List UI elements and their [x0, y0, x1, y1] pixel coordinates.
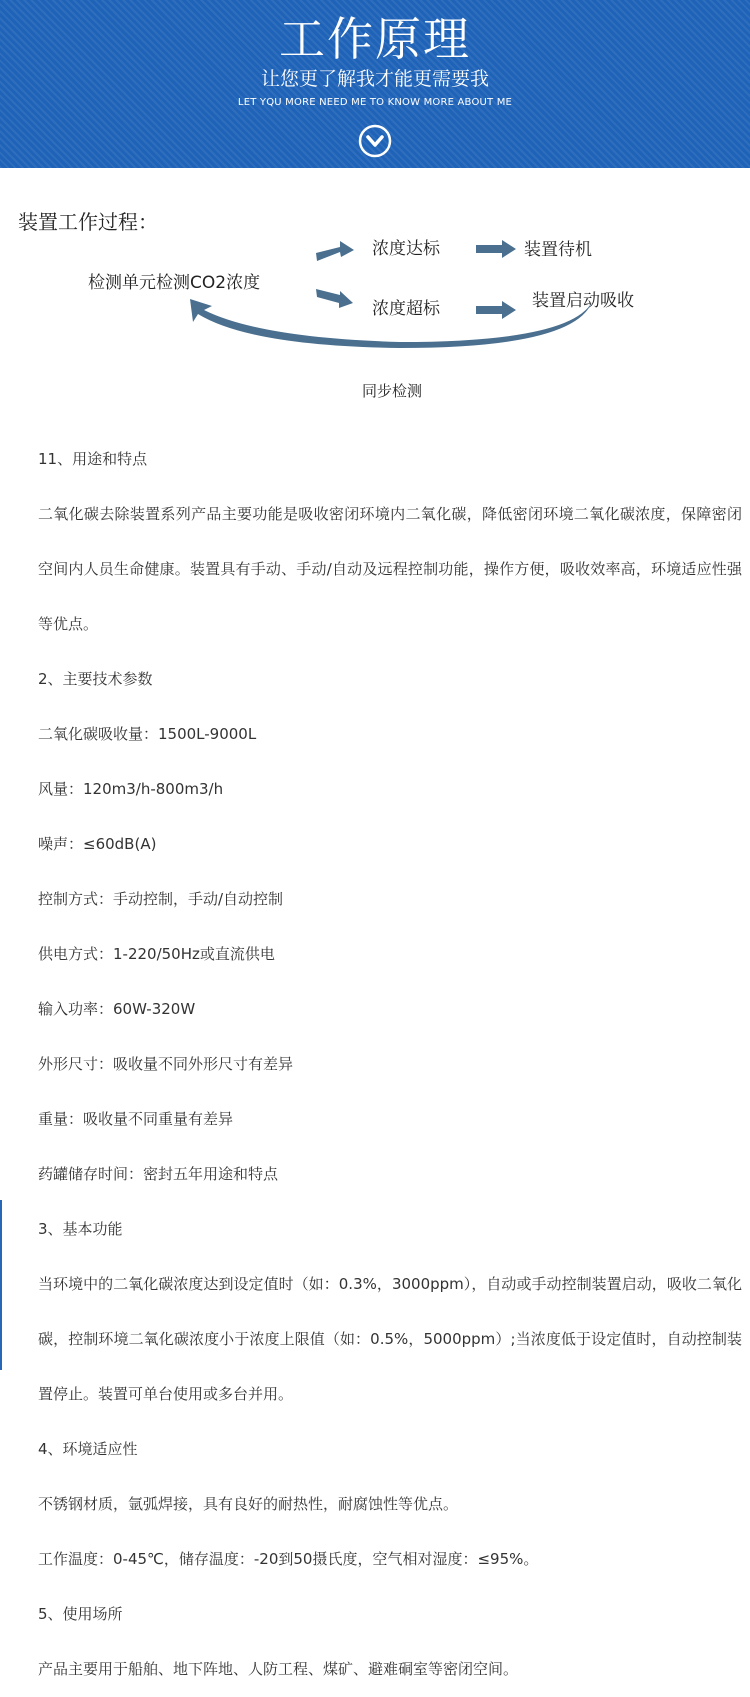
params-heading: 2、主要技术参数	[38, 670, 153, 688]
left-accent-line	[0, 1200, 2, 1370]
diagram-branch-ok: 浓度达标	[372, 239, 440, 259]
environment-material: 不锈钢材质，氩弧焊接，具有良好的耐热性，耐腐蚀性等优点。	[38, 1495, 459, 1513]
param-noise: 噪声：≤60dB(A)	[38, 835, 157, 853]
arrow-right-ok	[476, 240, 516, 258]
param-control-mode: 控制方式：手动控制，手动/自动控制	[38, 890, 284, 908]
process-diagram	[0, 196, 750, 412]
param-airflow: 风量：120m3/h-800m3/h	[38, 780, 224, 798]
usage-places-heading: 5、使用场所	[38, 1605, 123, 1623]
param-co2-capacity: 二氧化碳吸收量：1500L-9000L	[38, 725, 257, 743]
diagram-loop-label: 同步检测	[362, 382, 423, 400]
function-paragraph: 当环境中的二氧化碳浓度达到设定值时（如：0.3%，3000ppm），自动或手动控制装置启动，吸收二氧化碳，控制环境二氧化碳浓度小于浓度上限值（如：0.5%，5000ppm）;当浓度低于设定值时，自动控制装置停止。装置可单台使用或多台并用。	[38, 1275, 742, 1403]
param-storage-time: 药罐储存时间：密封五年用途和特点	[38, 1165, 279, 1183]
header-subtitle-en: LET YQU MORE NEED ME TO KNOW MORE ABOUT ME	[237, 97, 513, 108]
diagram-result-over: 装置启动吸收	[532, 291, 634, 311]
environment-heading: 4、环境适应性	[38, 1440, 138, 1458]
header-banner	[0, 0, 750, 168]
usage-heading: 11、用途和特点	[38, 450, 148, 468]
param-dimensions: 外形尺寸：吸收量不同外形尺寸有差异	[38, 1055, 294, 1073]
arrow-right-over	[476, 301, 516, 319]
environment-temperature: 工作温度：0-45℃，储存温度：-20到50摄氏度，空气相对湿度：≤95%。	[38, 1550, 539, 1568]
diagram-start-text: 检测单元检测CO2浓度	[88, 273, 261, 293]
content-section	[38, 432, 742, 1697]
param-input-power: 输入功率：60W-320W	[38, 1000, 196, 1018]
function-heading: 3、基本功能	[38, 1220, 123, 1238]
param-power-supply: 供电方式：1-220/50Hz或直流供电	[38, 945, 275, 963]
diagram-branch-over: 浓度超标	[372, 299, 440, 319]
header-subtitle: 让您更了解我才能更需要我	[260, 68, 489, 90]
chevron-down-circle-icon	[358, 124, 392, 158]
header-title: 工作原理	[279, 12, 471, 66]
arrow-down-right	[316, 289, 353, 308]
diagram-result-ok: 装置待机	[524, 240, 592, 260]
diagram-heading: 装置工作过程：	[18, 210, 158, 234]
usage-paragraph: 二氧化碳去除装置系列产品主要功能是吸收密闭环境内二氧化碳，降低密闭环境二氧化碳浓度，保障密闭空间内人员生命健康。装置具有手动、手动/自动及远程控制功能，操作方便，吸收效率高，环境适应性强等优点。	[38, 505, 742, 633]
loop-arrow	[190, 299, 592, 348]
arrow-up-right	[316, 241, 354, 261]
diagram-arrows	[0, 196, 750, 412]
param-weight: 重量：吸收量不同重量有差异	[38, 1110, 234, 1128]
usage-places-paragraph: 产品主要用于船舶、地下阵地、人防工程、煤矿、避难硐室等密闭空间。	[38, 1660, 519, 1678]
